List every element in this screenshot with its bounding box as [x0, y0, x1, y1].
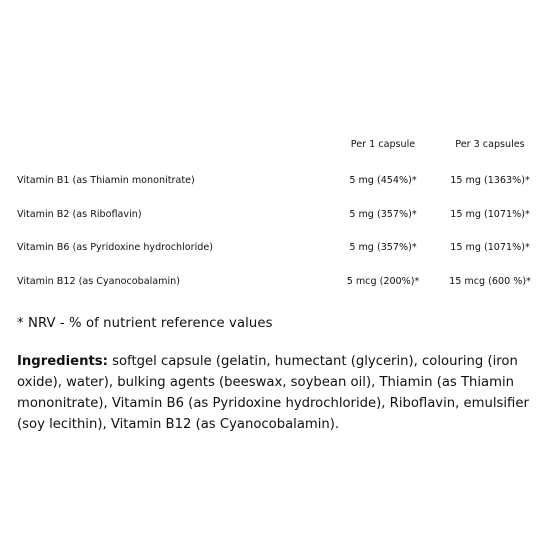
nrv-footnote: * NRV - % of nutrient reference values — [17, 316, 273, 331]
nutrition-table — [17, 139, 547, 298]
header-per-3-capsules: Per 3 capsules — [455, 139, 525, 150]
nutrient-name: Vitamin B6 (as Pyridoxine hydrochloride) — [17, 242, 214, 254]
amount-per-1-capsule: 5 mg (357%)* — [349, 242, 417, 254]
header-nutrient — [17, 139, 333, 164]
table-row — [17, 231, 547, 265]
ingredients-label: Ingredients: — [17, 354, 108, 369]
header-per-1-capsule: Per 1 capsule — [350, 139, 416, 150]
amount-per-1-capsule: 5 mg (357%)* — [349, 208, 417, 220]
nutrient-name: Vitamin B1 (as Thiamin mononitrate) — [17, 175, 195, 187]
nutrient-name: Vitamin B2 (as Riboflavin) — [17, 208, 142, 220]
amount-per-3-capsules: 15 mcg (600 %)* — [449, 275, 531, 287]
table-header-row — [17, 139, 547, 164]
ingredients-paragraph — [17, 351, 547, 435]
table-row — [17, 265, 547, 299]
table-row — [17, 198, 547, 232]
amount-per-3-capsules: 15 mg (1363%)* — [450, 175, 530, 187]
nutrient-name: Vitamin B12 (as Cyanocobalamin) — [17, 275, 181, 287]
amount-per-3-capsules: 15 mg (1071%)* — [450, 208, 530, 220]
amount-per-3-capsules: 15 mg (1071%)* — [450, 242, 530, 254]
table-row — [17, 164, 547, 198]
amount-per-1-capsule: 5 mg (454%)* — [349, 175, 417, 187]
amount-per-1-capsule: 5 mcg (200%)* — [346, 275, 420, 287]
ingredients-text: softgel capsule (gelatin, humectant (glycerin), colouring (iron oxide), water), bulking agents (beeswax, soybean oil), Thiamin (as Thiamin mononitrate), Vitamin B6 (as Pyridoxine hydrochloride), Riboflavin, emulsifier (soy lecithin), Vitamin B12 (as Cyanocobalamin). — [17, 354, 529, 432]
